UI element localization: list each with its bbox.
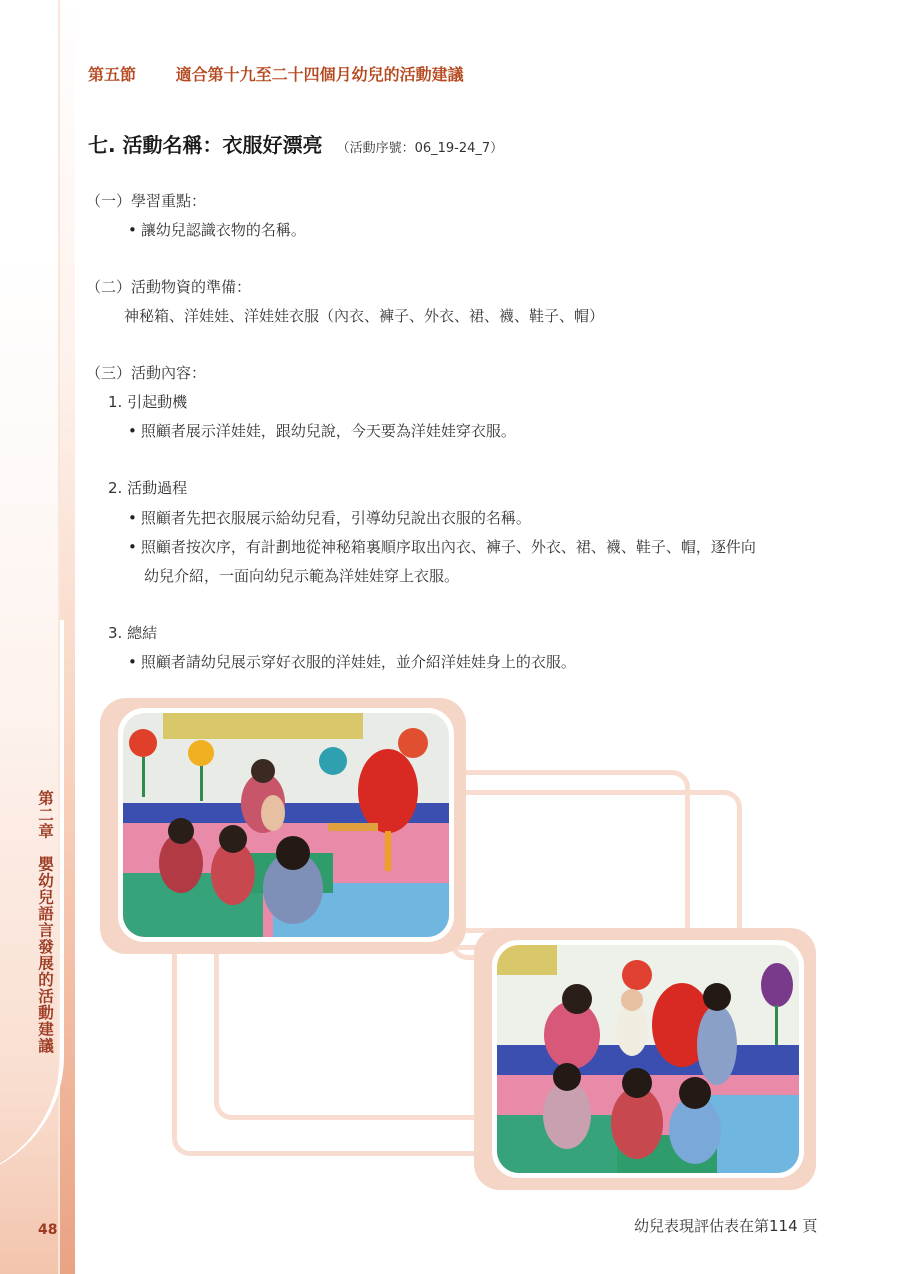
activity-name: 七. 活動名稱：衣服好漂亮 [88, 133, 323, 157]
step-label: 2. 活動過程 [108, 479, 188, 497]
activity-photo-1 [118, 708, 454, 942]
frame-line [214, 928, 514, 1120]
assessment-reference: 幼兒表現評估表在第114 頁 [634, 1217, 818, 1235]
chapter-label: 第二章 嬰幼兒語言發展的活動建議 [36, 790, 54, 1054]
section-header [88, 62, 464, 85]
classroom-photo-illustration [123, 713, 449, 937]
learning-focus-item: • 讓幼兒認識衣物的名稱。 [128, 219, 306, 240]
step-item: • 照顧者先把衣服展示給幼兒看，引導幼兒說出衣服的名稱。 [128, 507, 531, 528]
step-item: • 照顧者請幼兒展示穿好衣服的洋娃娃，並介紹洋娃娃身上的衣服。 [128, 651, 576, 672]
step-label: 1. 引起動機 [108, 393, 188, 411]
content-heading: （三）活動內容： [86, 364, 207, 382]
step-item: • 照顧者展示洋娃娃，跟幼兒說，今天要為洋娃娃穿衣服。 [128, 420, 516, 441]
step-item-continued: 幼兒介紹，一面向幼兒示範為洋娃娃穿上衣服。 [144, 567, 460, 585]
classroom-photo-illustration [497, 945, 799, 1173]
materials-text: 神秘箱、洋娃娃、洋娃娃衣服（內衣、褲子、外衣、裙、襪、鞋子、帽） [124, 307, 605, 325]
activity-code: （活動序號：06_19-24_7） [336, 141, 504, 156]
activity-title [88, 129, 503, 158]
section-title: 適合第十九至二十四個月幼兒的活動建議 [175, 65, 464, 84]
section-number: 第五節 [88, 65, 137, 84]
step-label: 3. 總結 [108, 624, 158, 642]
materials-heading: （二）活動物資的準備： [86, 278, 252, 296]
learning-focus-heading: （一）學習重點： [86, 192, 207, 210]
step-item: • 照顧者按次序，有計劃地從神秘箱裏順序取出內衣、褲子、外衣、裙、襪、鞋子、帽，逐件向 [128, 536, 756, 557]
page-number: 48 [38, 1222, 58, 1238]
activity-photo-2 [492, 940, 804, 1178]
